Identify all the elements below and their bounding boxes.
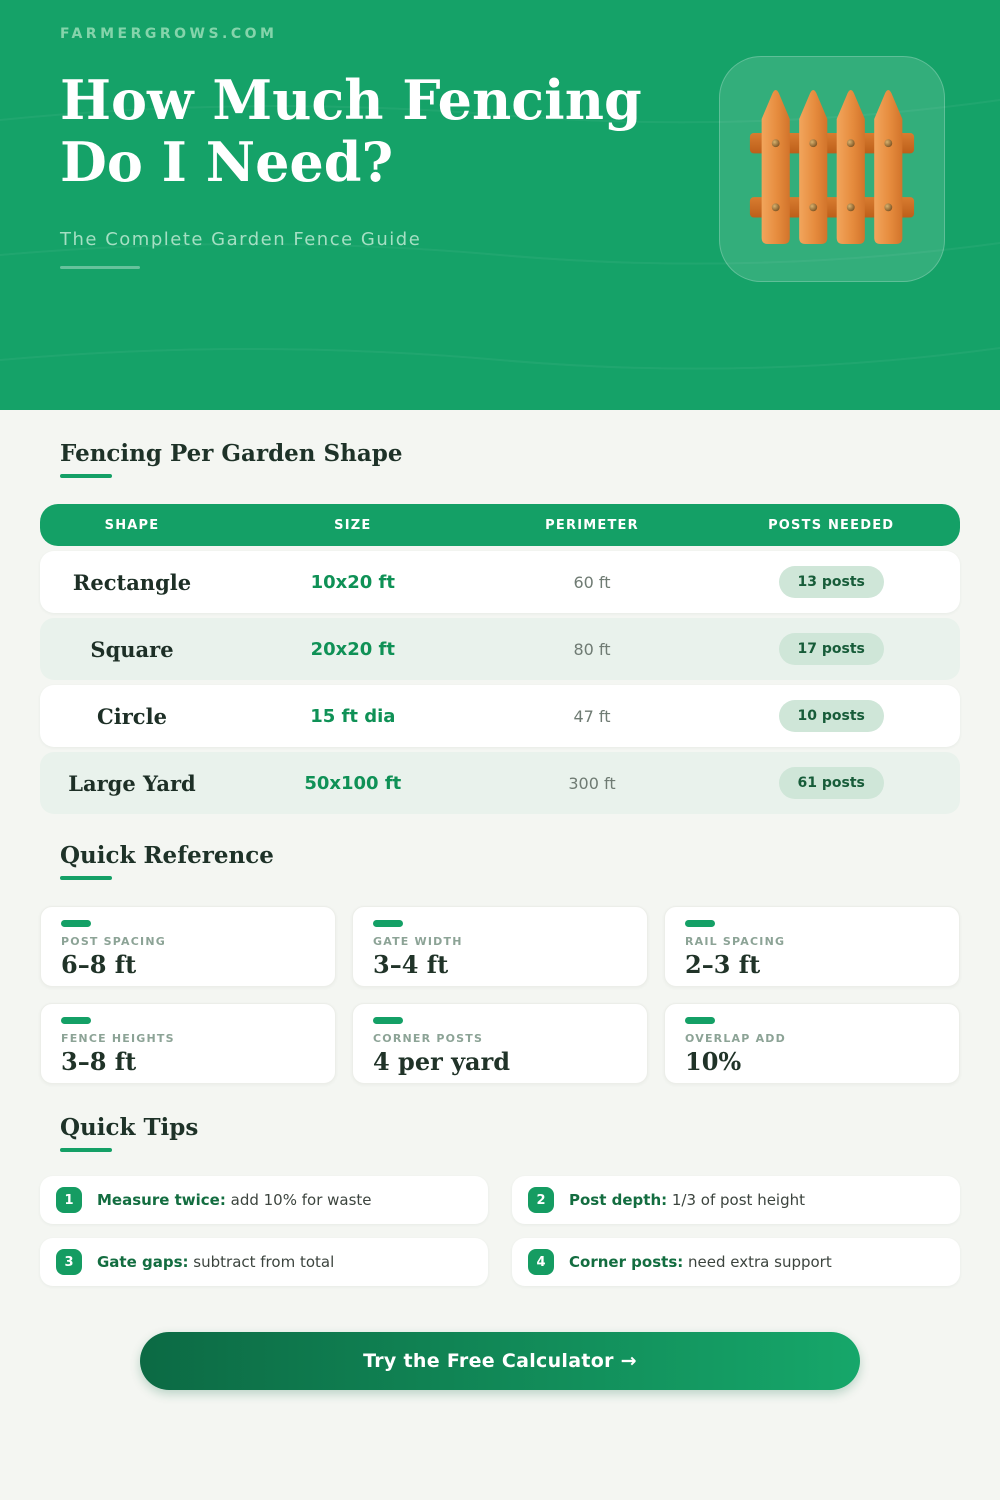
- size-cell: 50x100 ft: [304, 772, 402, 794]
- fence-icon-tile: [719, 56, 945, 282]
- heading-underline: [60, 876, 112, 880]
- table-section-heading: Fencing Per Garden Shape: [60, 440, 403, 467]
- card-accent-bar: [61, 1017, 91, 1024]
- reference-card-post-spacing: [40, 906, 336, 987]
- main-content: [0, 410, 1000, 1390]
- tip-label: Gate gaps:: [97, 1253, 189, 1271]
- shape-cell: Circle: [97, 703, 167, 729]
- shape-cell: Square: [90, 636, 174, 662]
- card-accent-bar: [61, 920, 91, 927]
- tip-number-badge: 4: [528, 1249, 554, 1275]
- heading-underline: [60, 474, 112, 478]
- tip-label: Measure twice:: [97, 1191, 226, 1209]
- card-value: 3–8 ft: [61, 1047, 137, 1076]
- heading-underline: [60, 1148, 112, 1152]
- page-title-line2: Do I Need?: [60, 129, 394, 194]
- column-header-size: SIZE: [334, 517, 372, 533]
- column-header-shape: SHAPE: [104, 517, 160, 533]
- card-label: CORNER POSTS: [373, 1032, 484, 1045]
- shape-cell: Rectangle: [72, 569, 192, 595]
- tip-body: subtract from total: [188, 1253, 335, 1271]
- card-label: GATE WIDTH: [373, 935, 463, 948]
- table-header-row: [40, 504, 960, 546]
- card-value: 6–8 ft: [61, 950, 137, 979]
- tip-text: [97, 1191, 372, 1209]
- reference-card-overlap-add: [664, 1003, 960, 1084]
- tip-body: 1/3 of post height: [667, 1191, 806, 1209]
- table-row: [40, 752, 960, 814]
- section-quick-reference: [40, 814, 960, 1084]
- posts-badge: 10 posts: [779, 700, 884, 732]
- page-title-line1: How Much Fencing: [60, 68, 642, 132]
- card-label: RAIL SPACING: [685, 935, 786, 948]
- card-value: 3–4 ft: [373, 950, 449, 979]
- card-value: 4 per yard: [373, 1047, 511, 1076]
- posts-cell: [702, 633, 960, 665]
- tip-number-badge: 3: [56, 1249, 82, 1275]
- posts-badge: 17 posts: [779, 633, 884, 665]
- posts-badge: 61 posts: [779, 767, 884, 799]
- picket-fence-icon: [746, 83, 918, 255]
- reference-card-fence-heights: [40, 1003, 336, 1084]
- perimeter-cell: 300 ft: [568, 773, 616, 793]
- reference-card-gate-width: [352, 906, 648, 987]
- free-calculator-button[interactable]: Try the Free Calculator →: [140, 1332, 860, 1390]
- size-cell: 10x20 ft: [310, 571, 395, 593]
- subtitle-underline: [60, 266, 140, 269]
- table-row: [40, 685, 960, 747]
- tip-label: Corner posts:: [569, 1253, 684, 1271]
- reference-card-grid: [40, 906, 960, 1084]
- reference-card-rail-spacing: [664, 906, 960, 987]
- card-label: OVERLAP ADD: [685, 1032, 786, 1045]
- section-fencing-per-shape: [40, 410, 960, 814]
- tip-card-corner-posts: [512, 1238, 960, 1286]
- card-accent-bar: [373, 920, 403, 927]
- posts-badge: 13 posts: [779, 566, 884, 598]
- column-header-perimeter: PERIMETER: [545, 517, 639, 533]
- tip-text: [569, 1191, 805, 1209]
- size-cell: 15 ft dia: [310, 705, 396, 727]
- perimeter-cell: 47 ft: [573, 706, 611, 726]
- card-value: 2–3 ft: [685, 950, 761, 979]
- tip-card-post-depth: [512, 1176, 960, 1224]
- card-value: 10%: [685, 1047, 742, 1076]
- size-cell: 20x20 ft: [310, 638, 395, 660]
- card-accent-bar: [685, 920, 715, 927]
- hero-header: [0, 0, 1000, 410]
- card-label: POST SPACING: [61, 935, 166, 948]
- card-accent-bar: [685, 1017, 715, 1024]
- posts-cell: [702, 767, 960, 799]
- posts-cell: [702, 700, 960, 732]
- table-row: [40, 551, 960, 613]
- posts-cell: [702, 566, 960, 598]
- tip-label: Post depth:: [569, 1191, 668, 1209]
- card-accent-bar: [373, 1017, 403, 1024]
- tip-body: add 10% for waste: [225, 1191, 372, 1209]
- shape-cell: Large Yard: [68, 770, 196, 796]
- tip-number-badge: 1: [56, 1187, 82, 1213]
- tips-grid: [40, 1176, 960, 1286]
- fence-table: [40, 504, 960, 814]
- card-label: FENCE HEIGHTS: [61, 1032, 175, 1045]
- perimeter-cell: 60 ft: [573, 572, 611, 592]
- tip-number-badge: 2: [528, 1187, 554, 1213]
- site-name: FARMERGROWS.COM: [60, 26, 278, 42]
- tip-text: [97, 1253, 334, 1271]
- page-subtitle: The Complete Garden Fence Guide: [60, 229, 422, 251]
- perimeter-cell: 80 ft: [573, 639, 611, 659]
- reference-section-heading: Quick Reference: [60, 842, 274, 869]
- reference-card-corner-posts: [352, 1003, 648, 1084]
- table-row: [40, 618, 960, 680]
- tip-body: need extra support: [683, 1253, 832, 1271]
- tip-text: [569, 1253, 832, 1271]
- tip-card-measure-twice: [40, 1176, 488, 1224]
- column-header-posts: POSTS NEEDED: [768, 517, 895, 533]
- tips-section-heading: Quick Tips: [60, 1114, 199, 1141]
- section-quick-tips: [40, 1084, 960, 1286]
- tip-card-gate-gaps: [40, 1238, 488, 1286]
